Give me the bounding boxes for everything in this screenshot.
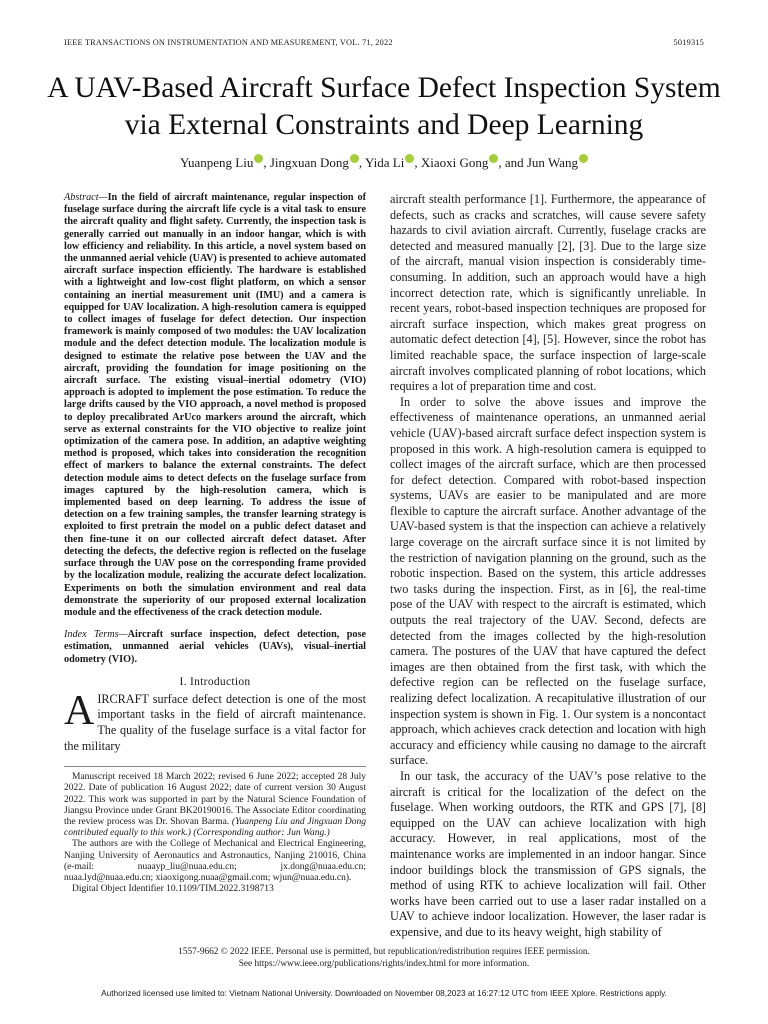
intro-text: surface defect detection is one of the most important tasks in the field of aircraft maintenance. The quality of the fuselage surface is a vital factor for the military xyxy=(64,691,366,753)
body-paragraph: aircraft stealth performance [1]. Furthermore, the appearance of defects, such as cracks and scratches, will cause severe safety hazards to civil aviation aircraft. Currently, fuselage cracks are detected and measured manually [2], [3]. Due to the large size of the aircraft, manual vision inspection is considerably time-consuming. In addition, such an approach would have a high incorrect detection rate, which is significantly unreliable. In recent years, robot-based inspection techniques are proposed for aircraft surface inspection, which makes great progress on automatic defect detection [4], [5]. However, since the robot has limited reachable space, the surface inspection of large-scale aircraft involves complicated planning of robot locations, which requires a lot of preparation time and cost. xyxy=(390,192,706,394)
abstract-label: Abstract— xyxy=(64,192,108,203)
page-number: 5019315 xyxy=(673,38,704,47)
orcid-icon[interactable] xyxy=(579,154,588,163)
author-name: Yida Li xyxy=(364,155,405,170)
intro-paragraph xyxy=(64,687,366,754)
abstract-text: In the field of aircraft maintenance, regular inspection of fuselage surface during the aircraft life cycle is a vital task to ensure the aircraft quality and flight safety. Currently, the inspection task is generally carried out manually in an indoor hangar, which is with low efficiency and reliability. In this article, a novel system based on the unmanned aerial vehicle (UAV) is presented to achieve automated aircraft surface inspection efficiently. The hardware is established with a lightweight and low-cost flight platform, on which a sensor containing an inertial measurement unit (IMU) and a camera is equipped for UAV localization. A high-resolution camera is equipped to collect images of fuselage for defect detection. Our inspection framework is mainly composed of two modules: the UAV localization module and the defect detection module. The localization module is designed to estimate the relative pose between the UAV and the aircraft, providing the foundation for image positioning on the aircraft surface. The existing visual–inertial odometry (VIO) approach is adopted to implement the pose estimation. To reduce the large drifts caused by the VIO approach, a novel method is proposed to deploy precalibrated ArUco markers around the aircraft, which serve as external constraints for the VIO objective to realize joint optimization of the camera pose. In addition, an adaptive weighting method is proposed, which takes into consideration the recognition effect of markers to balance the external constraints. The defect detection module aims to detect defects on the fuselage surface from images captured by the high-resolution camera, which is implemented based on deep learning. To address the issue of detection on a few training samples, the transfer learning strategy is exploited to first pretrain the model on a public defect dataset and then fine-tune it on our collected aircraft defect dataset. After detecting the defects, the defective region is reflected on the fuselage surface through the UAV pose on the corresponding frame provided by the localization module, realizing the accurate defect localization. Experiments on both the simulation environment and real data demonstrate the superiority of our proposed external localization module and the effectiveness of the crack detection module. xyxy=(64,192,366,618)
author-name: Yuanpeng Liu xyxy=(180,155,254,170)
author-list: Yuanpeng Liu , Jingxuan Dong , Yida Li , Xiaoxi Gong , and Jun Wang xyxy=(40,154,728,171)
orcid-icon[interactable] xyxy=(350,154,359,163)
manuscript-note: Manuscript received 18 March 2022; revised 6 June 2022; accepted 28 July 2022. Date of publication 16 August 2022; date of current version 30 August 2022. This work was supported in part by the Natural Science Foundation of Jiangsu Province under Grant BK20190016. The Associate Editor coordinating the review process was Dr. Shovan Barma. xyxy=(64,772,366,827)
rights-link-line: See https://www.ieee.org/publications/rights/index.html for more information. xyxy=(238,958,530,969)
doi-note: Digital Object Identifier 10.1109/TIM.2022.3198713 xyxy=(72,884,274,895)
contribution-note: (Yuanpeng Liu and Jingxuan Dong contributed equally to this work.) (Corresponding author: Jun Wang.) xyxy=(64,816,366,839)
drop-cap: A xyxy=(64,687,95,734)
index-terms-label: Index Terms— xyxy=(64,629,128,641)
index-terms-text: Aircraft surface inspection, defect detection, pose estimation, unmanned aerial vehicles (UAVs), visual–inertial odometry (VIO). xyxy=(64,629,366,665)
abstract xyxy=(64,192,366,619)
journal-name: IEEE TRANSACTIONS ON INSTRUMENTATION AND MEASUREMENT, VOL. 71, 2022 xyxy=(64,38,393,47)
affiliation-note: The authors are with the College of Mechanical and Electrical Engineering, Nanjing University of Aeronautics and Astronautics, Nanjing 210016, China (e-mail: nuaayp_liu@nuaa.edu.cn; jx.dong@nuaa.edu.cn; nuaa.lyd@nuaa.edu.cn; xiaoxigong.nuaa@gmail.com; wjun@nuaa.edu.cn). xyxy=(64,839,366,883)
body-paragraph: In our task, the accuracy of the UAV’s pose relative to the aircraft is critical for the localization of the defect on the fuselage. When working outdoors, the RTK and GPS [7], [8] equipped on the UAV can achieve localization with high accuracy. However, in real applications, most of the maintenance works are implemented in an indoor hangar. Since indoor buildings block the transmission of GPS signals, the method of using RTK to achieve localization will fail. Other works have been carried out to use a laser radar installed on a UAV to achieve indoor localization. However, the laser radar is expensive, and due to its heavy weight, high stability of xyxy=(390,768,706,939)
intro-lead: IRCRAFT xyxy=(97,691,149,706)
author-name: Jingxuan Dong xyxy=(269,155,349,170)
running-header xyxy=(64,38,704,47)
orcid-icon[interactable] xyxy=(405,154,414,163)
body-paragraph: In order to solve the above issues and improve the effectiveness of maintenance operations, an unmanned aerial vehicle (UAV)-based aircraft surface defect inspection system is proposed in this work. A high-resolution camera is equipped to collect images of the aircraft surface, which are then processed for defect detection. Compared with robot-based inspection systems, UAVs are easier to be manipulated and are more flexible to capture the aircraft surface. Another advantage of the UAV-based system is that the inspection can achieve a relatively large coverage on the aircraft surface since it is not limited by the restriction of navigation planning on the ground, such as the robotic inspection. Based on the system, this article addresses two tasks during the inspection. First, as in [6], the real-time pose of the UAV with respect to the aircraft is estimated, which outputs the real trajectory of the UAV. Second, defects are detected from the images collected by the high-resolution camera. The postures of the UAV that have captured the defect images are then obtained from the first task, with which the defective region can be reflected on the fuselage surface, realizing defect localization. A recapitulative illustration of our inspection system is shown in Fig. 1. Our system is a noncontact approach, which achieves crack detection and location with high accuracy and efficiency while causing no damage to the aircraft surface. xyxy=(390,394,706,768)
left-column xyxy=(64,192,366,895)
paper-title: A UAV-Based Aircraft Surface Defect Inspection System via External Constraints and Deep Learning xyxy=(47,72,721,141)
orcid-icon[interactable] xyxy=(254,154,263,163)
copyright-notice xyxy=(64,947,704,970)
index-terms xyxy=(64,629,366,666)
right-column xyxy=(390,192,706,941)
section-heading: I. Introduction xyxy=(179,675,251,688)
orcid-icon[interactable] xyxy=(489,154,498,163)
author-name: Xiaoxi Gong xyxy=(420,155,489,170)
author-name: Jun Wang xyxy=(526,155,578,170)
footnote xyxy=(64,766,366,895)
copyright-line: 1557-9662 © 2022 IEEE. Personal use is permitted, but republication/redistribution requires IEEE permission. xyxy=(178,947,590,957)
license-footer: Authorized licensed use limited to: Vietnam National University. Downloaded on November 08,2023 at 16:27:12 UTC from IEEE Xplore. Restrictions apply. xyxy=(101,988,667,998)
